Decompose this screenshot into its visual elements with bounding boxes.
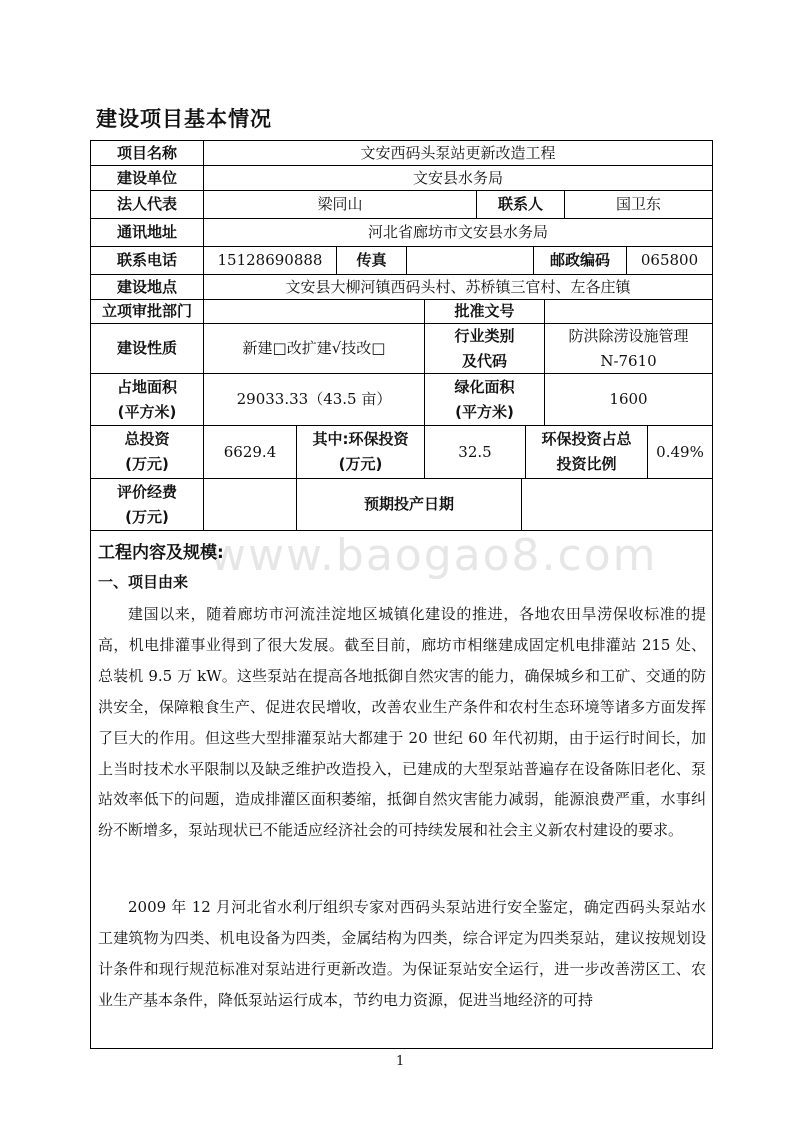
- industry-label-line-1: 行业类别: [454, 326, 515, 345]
- green-area-label-line-2: (平方米): [455, 402, 514, 421]
- construction-nature-value: 新建□改扩建√技改□: [204, 324, 425, 374]
- phone-value: 15128690888: [204, 247, 337, 275]
- project-name-value: 文安西码头泵站更新改造工程: [204, 141, 712, 166]
- env-ratio-label-line-2: 投资比例: [556, 455, 617, 473]
- total-investment-label: [91, 426, 204, 479]
- postal-code-value: 065800: [627, 247, 712, 275]
- env-ratio-label: [526, 426, 648, 479]
- watermark: www.baogao8.com: [210, 530, 658, 581]
- address-value: 河北省廊坊市文安县水务局: [204, 219, 712, 247]
- eval-fee-label: [91, 479, 204, 531]
- address-label: 通讯地址: [91, 219, 204, 247]
- fax-value: [407, 247, 534, 275]
- contact-value: 国卫东: [565, 191, 712, 219]
- location-label: 建设地点: [91, 275, 204, 300]
- section-title: 工程内容及规模:: [98, 543, 224, 563]
- env-investment-label: [297, 426, 425, 479]
- production-date-label: 预期投产日期: [297, 479, 522, 531]
- legal-rep-value: 梁同山: [204, 191, 477, 219]
- construction-unit-value: 文安县水务局: [204, 166, 712, 191]
- approval-doc-value: [545, 300, 712, 324]
- eval-fee-label-line-2: (万元): [125, 507, 169, 526]
- contact-label: 联系人: [477, 191, 565, 219]
- industry-label-line-2: 及代码: [461, 351, 507, 370]
- eval-fee-value: [204, 479, 297, 531]
- paragraph-2: 2009 年 12 月河北省水利厅组织专家对西码头泵站进行安全鉴定，确定西码头泵站水工建筑物为四类、机电设备为四类，金属结构为四类，综合评定为四类泵站，建议按规划设计条件和现行规范标准对泵站进行更新改造。为保证泵站安全运行，进一步改善涝区工、农业生产基本条件，降低泵站运行成本，节约电力资源，促进当地经济的可持: [98, 898, 706, 1009]
- postal-code-label: 邮政编码: [534, 247, 627, 275]
- approval-dept-label: 立项审批部门: [91, 300, 204, 324]
- project-name-label: 项目名称: [91, 141, 204, 166]
- eval-fee-label-line-1: 评价经费: [116, 482, 177, 501]
- production-date-value: [522, 479, 712, 531]
- env-ratio-value: 0.49%: [648, 426, 712, 479]
- project-content-section: [90, 530, 713, 1049]
- env-investment-label-line-2: (万元): [338, 455, 383, 473]
- industry-value-line-1: 防洪除涝设施管理: [568, 326, 689, 345]
- land-area-label: [91, 374, 204, 426]
- page-title: 建设项目基本情况: [96, 107, 272, 131]
- green-area-label: [425, 374, 545, 426]
- industry-value-line-2: N-7610: [600, 351, 657, 370]
- phone-label: 联系电话: [91, 247, 204, 275]
- industry-value: [545, 324, 712, 374]
- paragraph-1: 建国以来，随着廊坊市河流洼淀地区城镇化建设的推进，各地农田旱涝保收标准的提高，机电排灌事业得到了很大发展。截至目前，廊坊市相继建成固定机电排灌站 215 处、总装机 9.5 万 kW。这些泵站在提高各地抵御自然灾害的能力，确保城乡和工矿、交通的防洪安全，保障粮食生产、促进农民增收，改善农业生产条件和农村生态环境等诸多方面发挥了巨大的作用。但这些大型排灌泵站大都建于 20 世纪 60 年代初期，由于运行时间长，加上当时技术水平限制以及缺乏维护改造投入，已建成的大型泵站普遍存在设备陈旧老化、泵站效率低下的问题，造成排灌区面积萎缩，抵御自然灾害能力减弱，能源浪费严重，水事纠纷不断增多，泵站现状已不能适应经济社会的可持续发展和社会主义新农村建设的要求。: [98, 605, 706, 840]
- env-investment-label-line-1: 其中:环保投资: [312, 430, 409, 448]
- env-investment-value: 32.5: [425, 426, 526, 479]
- land-area-label-line-1: 占地面积: [116, 377, 177, 396]
- fax-label: 传真: [337, 247, 407, 275]
- legal-rep-label: 法人代表: [91, 191, 204, 219]
- land-area-value: 29033.33（43.5 亩）: [204, 374, 425, 426]
- green-area-label-line-1: 绿化面积: [454, 377, 515, 396]
- approval-dept-value: [204, 300, 425, 324]
- total-investment-label-line-1: 总投资: [124, 430, 170, 448]
- location-value: 文安县大柳河镇西码头村、苏桥镇三官村、左各庄镇: [204, 275, 712, 300]
- land-area-label-line-2: (平方米): [117, 402, 177, 421]
- construction-unit-label: 建设单位: [91, 166, 204, 191]
- page-number: 1: [396, 1054, 405, 1069]
- section-subtitle: 一、项目由来: [98, 573, 189, 591]
- green-area-value: 1600: [545, 374, 712, 426]
- construction-nature-label: 建设性质: [91, 324, 204, 374]
- total-investment-label-line-2: (万元): [125, 455, 169, 473]
- approval-doc-label: 批准文号: [425, 300, 545, 324]
- env-ratio-label-line-1: 环保投资占总: [541, 430, 632, 448]
- industry-label: [425, 324, 545, 374]
- total-investment-value: 6629.4: [204, 426, 297, 479]
